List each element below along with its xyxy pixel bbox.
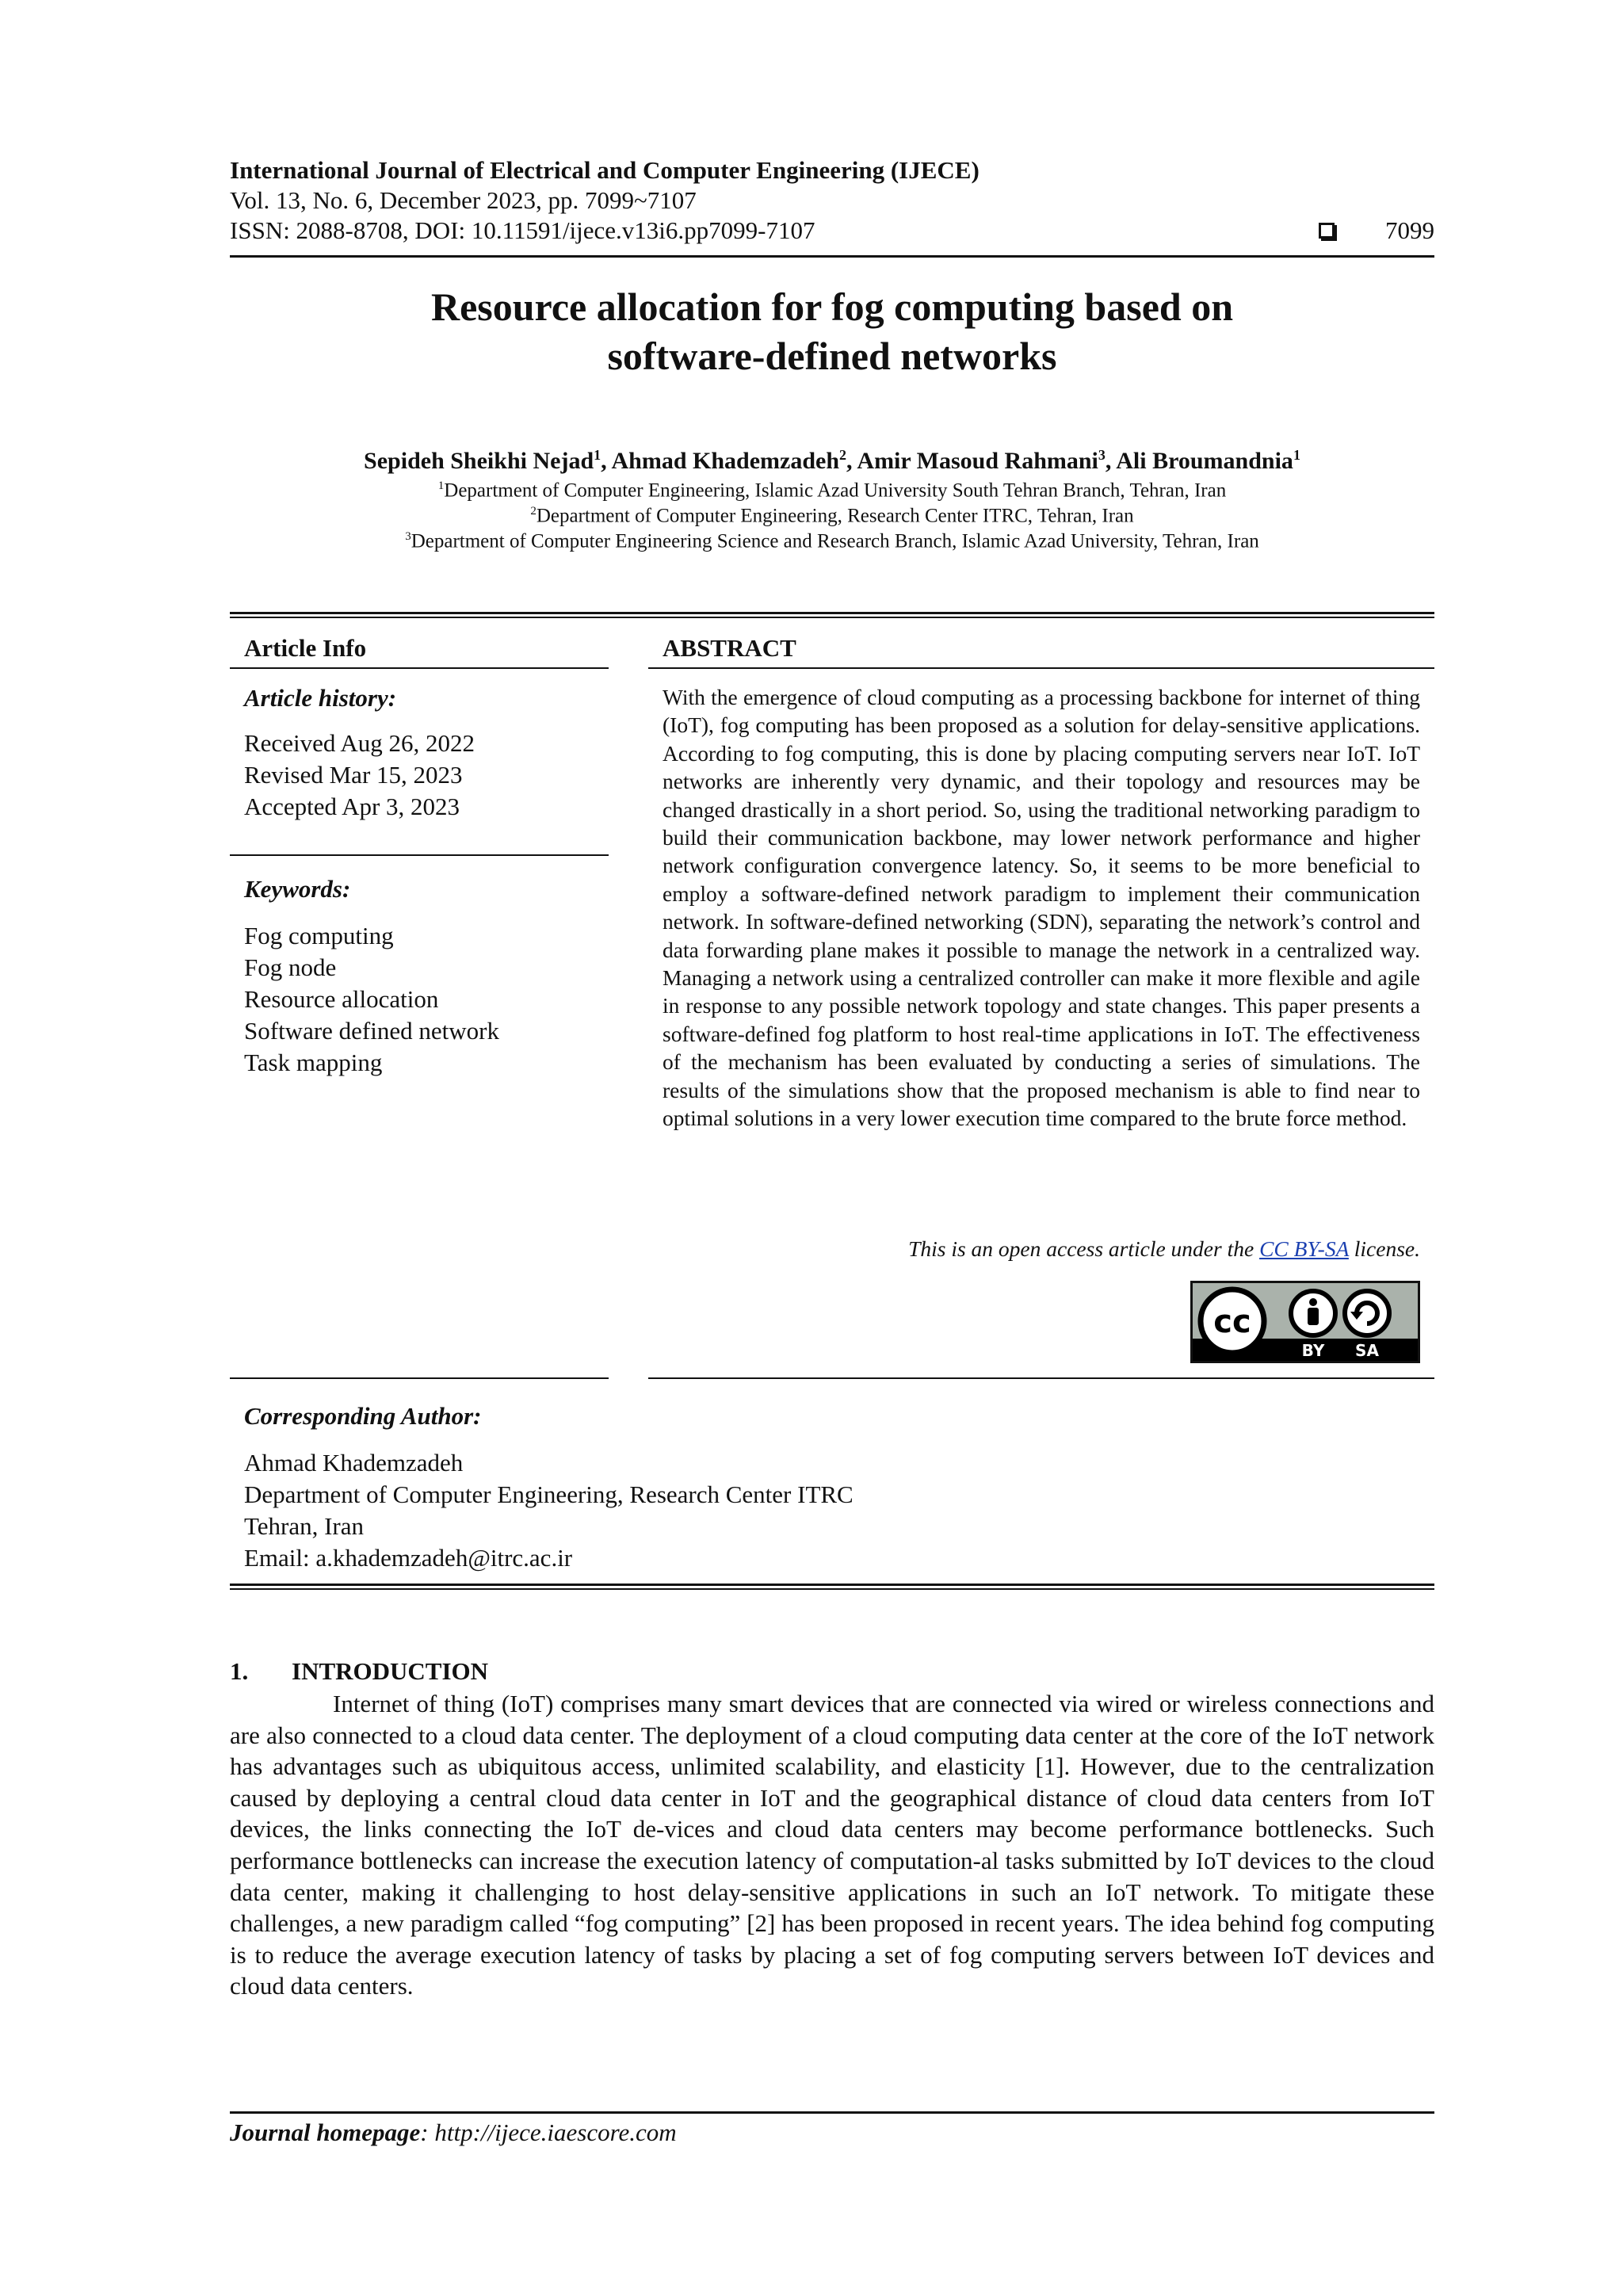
article-history [230,683,609,823]
header-rule [230,255,1434,258]
journal-name: International Journal of Electrical and Computer Engineering (IJECE) [230,156,980,184]
cc-label: cc [1213,1304,1251,1340]
journal-volume: Vol. 13, No. 6, December 2023, pp. 7099~7107 [230,186,697,214]
author-list [230,440,1434,476]
author: Amir Masoud Rahmani$^3$, [857,447,1117,474]
footer-rule [230,2111,1434,2114]
share-alike-icon [1345,1291,1389,1335]
keywords [230,874,609,1079]
cc-by-sa-link[interactable]: CC BY-SA [1259,1236,1349,1261]
keyword: Software defined network [244,1017,499,1045]
abstract-heading: ABSTRACT [663,634,796,662]
article-info-heading: Article Info [244,634,367,662]
running-header [230,155,1434,246]
keyword: Fog node [244,953,337,981]
keyword: Task mapping [244,1049,383,1076]
page-number: 7099 [1385,216,1434,244]
corresponding-city: Tehran, Iran [244,1512,365,1540]
article-info-rule [230,667,609,669]
title-line-1: Resource allocation for fog computing based on [430,285,1234,329]
abstract-bottom-rule [648,1377,1434,1379]
info-bottom-rule [230,1584,1434,1590]
attribution-icon [1291,1291,1335,1335]
history-rule [230,854,609,856]
keyword: Fog computing [244,922,394,949]
corresponding-department: Department of Computer Engineering, Research Center ITRC [244,1480,854,1508]
author: Ali Broumandnia$^1$ [1116,447,1300,474]
corresponding-name: Ahmad Khademzadeh [244,1449,464,1477]
keywords-heading: Keywords: [244,875,351,903]
author: Sepideh Sheikhi Nejad$^1$, [364,447,612,474]
paper-title [230,282,1434,380]
license-note: This is an open access article under the CC BY-SA license. [908,1236,1420,1261]
homepage-url[interactable]: http://ijece.iaescore.com [434,2118,677,2146]
shadow-box-icon [1319,223,1335,239]
keyword: Resource allocation [244,985,439,1013]
history-heading: Article history: [244,684,397,712]
affiliation: $^3$Department of Computer Engineering Science and Research Branch, Islamic Azad University, Tehran, Iran [405,530,1259,552]
keywords-bottom-rule [230,1377,609,1379]
article-info-heading-block [230,633,609,663]
cc-by-sa-badge [1190,1281,1420,1363]
history-item: Accepted Apr 3, 2023 [244,793,460,820]
info-top-rule [230,612,1434,618]
history-item: Revised Mar 15, 2023 [244,761,463,789]
affiliation: $^2$Department of Computer Engineering, Research Center ITRC, Tehran, Iran [530,505,1134,527]
history-item: Received Aug 26, 2022 [244,729,475,757]
title-line-2: software-defined networks [607,334,1057,378]
section-heading: 1. INTRODUCTION [230,1657,489,1685]
sa-label: SA [1355,1341,1379,1360]
journal-homepage: Journal homepage: http://ijece.iaescore.com [230,2118,677,2146]
author: Ahmad Khademzadeh$^2$, [611,447,857,474]
corresponding-author [230,1401,1419,1574]
abstract-rule [648,667,1434,669]
journal-issn: ISSN: 2088-8708, DOI: 10.11591/ijece.v13i6.pp7099-7107 [230,216,815,244]
cc-icon [1201,1289,1264,1353]
affiliation: $^1$Department of Computer Engineering, Islamic Azad University South Tehran Branch, Tehran, Iran [437,479,1227,502]
corresponding-email: Email: a.khademzadeh@itrc.ac.ir [244,1544,573,1572]
abstract-text: With the emergence of cloud computing as a processing backbone for internet of thing (IoT), fog computing has been proposed as a solution for delay-sensitive applications. According to fog computing, this is done by placing computing servers near IoT. IoT networks are inherently very dynamic, and their topology and resources may be changed drastically in a short period. So, using the traditional networking paradigm to build their communication backbone, may lower network performance and higher network configuration convergence latency. So, it seems to be more beneficial to employ a software-defined network paradigm to implement their communication network. In software-defined networking (SDN), separating the network’s control and data forwarding plane makes it possible to manage the network in a centralized way. Managing a network using a centralized controller can make it more flexible and agile in response to any possible network topology and state changes. This paper presents a software-defined fog platform to host real-time applications in IoT. The effectiveness of the mechanism has been evaluated by conducting a series of simulations. The results of the simulations show that the proposed mechanism is able to find near to optimal solutions in a very lower execution time compared to the brute force method. [663,685,1420,1131]
history-list [230,728,609,823]
keywords-list [230,920,609,1079]
corresponding-heading: Corresponding Author: [244,1402,482,1430]
introduction-paragraph: Internet of thing (IoT) comprises many smart devices that are connected via wired or wireless connections and are also connected to a cloud data center. The deployment of a cloud computing data center at the core of the IoT network has advantages such as ubiquitous access, unlimited scalability, and elasticity [1]. However, due to the centralization caused by deploying a central cloud data center in IoT and the geographical distance of cloud data centers from IoT devices, the links connecting the IoT de-vices and cloud data centers may become performance bottlenecks. Such performance bottlenecks can increase the execution latency of computation-al tasks submitted by IoT devices to the cloud data center, making it challenging to host delay-sensitive applications in such an IoT network. To mitigate these challenges, a new paradigm called “fog computing” [2] has been proposed in recent years. The idea behind fog computing is to reduce the average execution latency of tasks by placing a set of fog computing servers between IoT devices and cloud data centers. [230,1690,1434,2000]
by-label: BY [1301,1341,1325,1360]
